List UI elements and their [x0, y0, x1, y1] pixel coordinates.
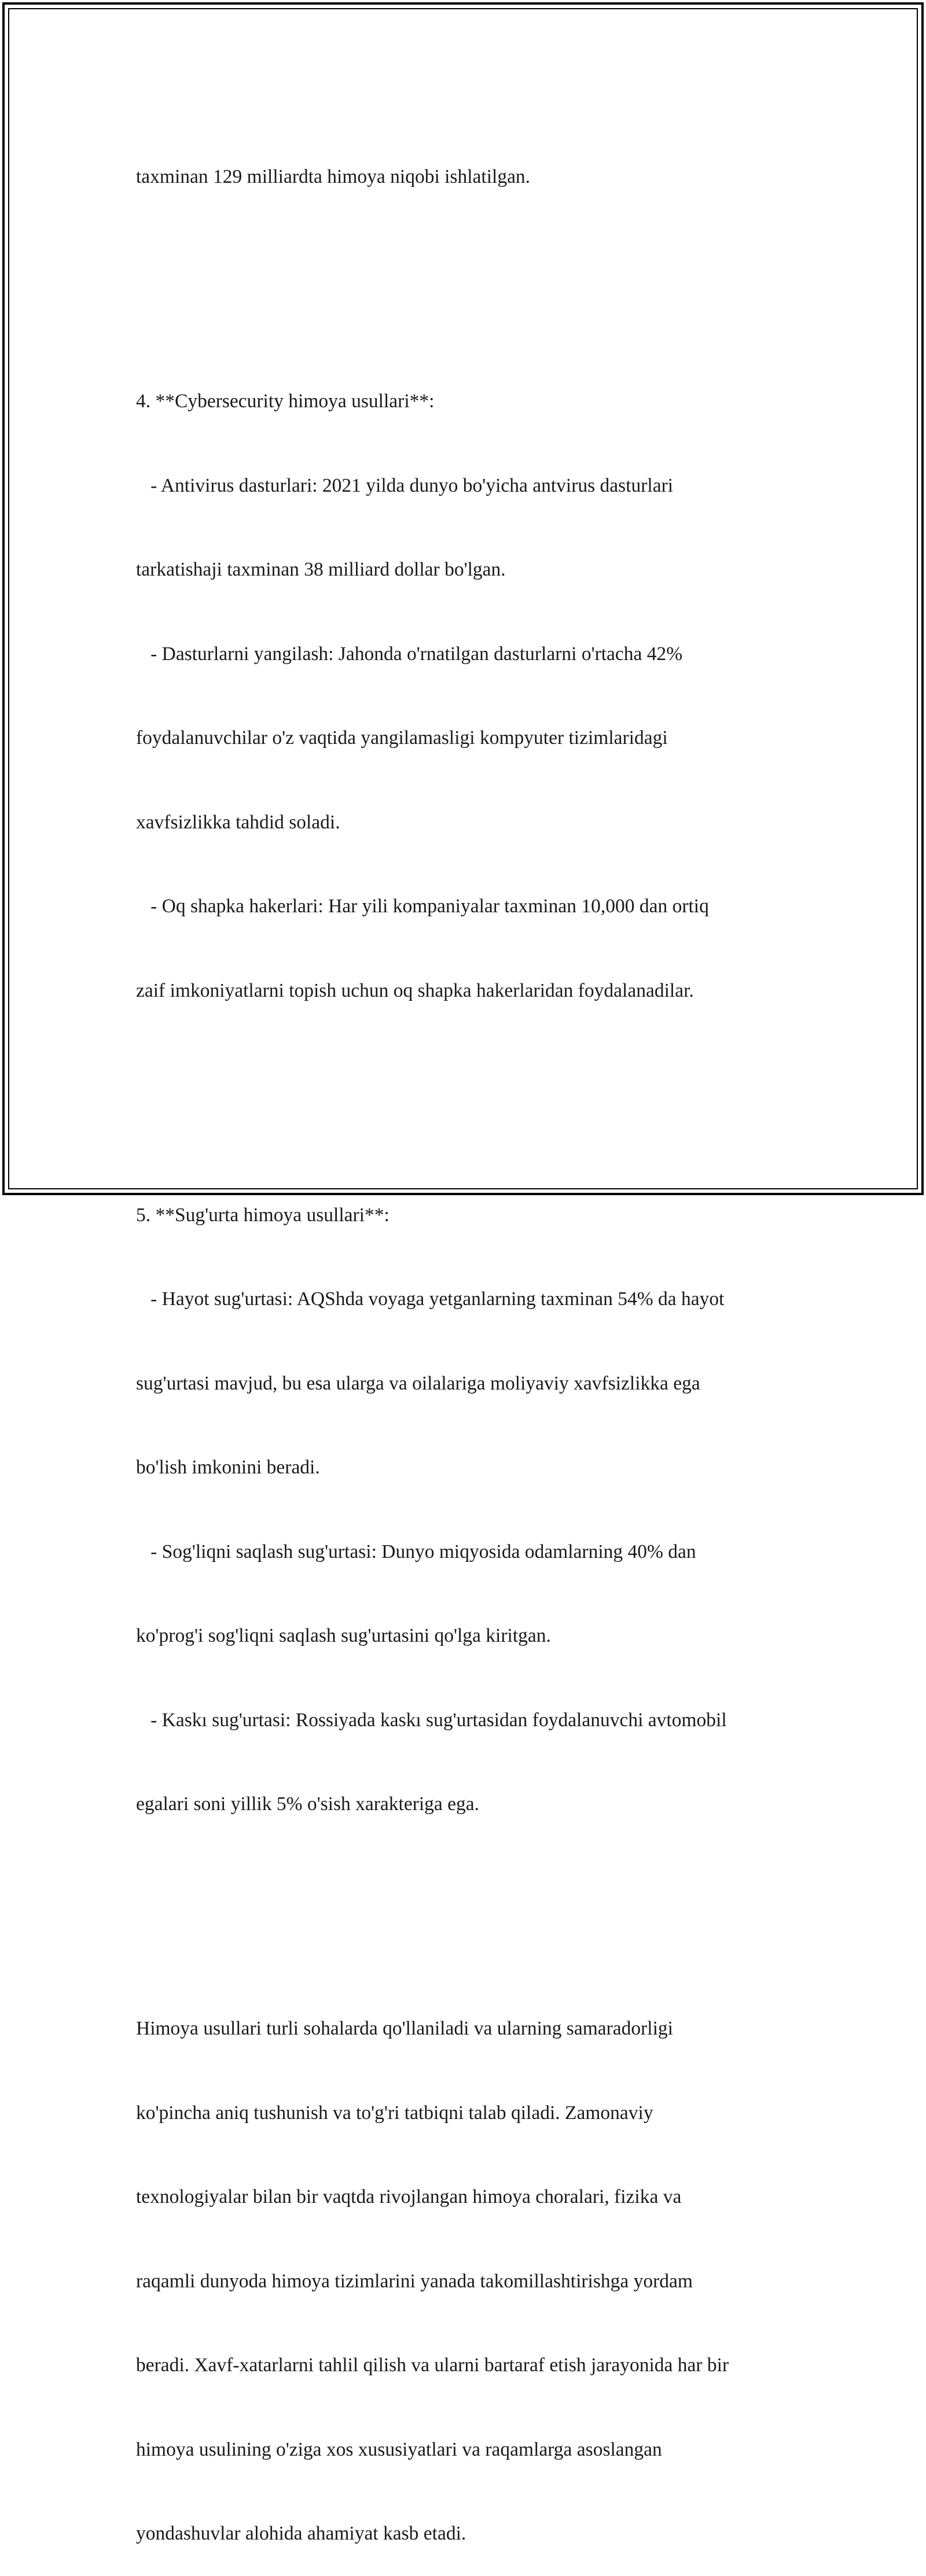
- text-line: tarkatishaji taxminan 38 milliard dollar bo'lgan.: [136, 559, 506, 580]
- conclusion-line: raqamli dunyoda himoya tizimlarini yanada takomillashtirishga yordam: [136, 2270, 693, 2292]
- text-line: - Kaskı sug'urtasi: Rossiyada kaskı sug'urtasidan foydalanuvchi avtomobil: [136, 1709, 727, 1731]
- document-body: [136, 107, 807, 2576]
- text-line: taxminan 129 milliardta himoya niqobi ishlatilgan.: [136, 166, 531, 187]
- text-line: ko'prog'i sog'liqni saqlash sug'urtasini qo'lga kiritgan.: [136, 1625, 551, 1646]
- paragraph-gap: [136, 1903, 807, 1931]
- conclusion-line: Himoya usullari turli sohalarda qo'llaniladi va ularning samaradorligi: [136, 2018, 673, 2039]
- text-line: - Oq shapka hakerlari: Har yili kompaniyalar taxminan 10,000 dan ortiq: [136, 895, 709, 917]
- text-line: - Dasturlarni yangilash: Jahonda o'rnatilgan dasturlarni o'rtacha 42%: [136, 643, 683, 665]
- conclusion-line: texnologiyalar bilan bir vaqtda rivojlangan himoya choralari, fizika va: [136, 2186, 682, 2208]
- text-line: zaif imkoniyatlarni topish uchun oq shapka hakerlaridan foydalanadilar.: [136, 979, 694, 1001]
- text-line: egalari soni yillik 5% o'sish xarakteriga ega.: [136, 1793, 480, 1815]
- text-line: xavfsizlikka tahdid soladi.: [136, 811, 340, 833]
- text-line: - Sog'liqni saqlash sug'urtasi: Dunyo miqyosida odamlarning 40% dan: [136, 1541, 696, 1562]
- conclusion-line: yondashuvlar alohida ahamiyat kasb etadi.: [136, 2523, 466, 2544]
- paragraph-gap: [136, 275, 807, 304]
- text-line: bo'lish imkonini beradi.: [136, 1457, 320, 1478]
- conclusion-line: beradi. Xavf-xatarlarni tahlil qilish va ularni bartaraf etish jarayonida har bir: [136, 2354, 729, 2376]
- text-line: - Hayot sug'urtasi: AQShda voyaga yetganlarning taxminan 54% da hayot: [136, 1288, 725, 1310]
- conclusion-line: ko'pincha aniq tushunish va to'g'ri tatbiqni talab qiladi. Zamonaviy: [136, 2102, 653, 2124]
- text-line: sug'urtasi mavjud, bu esa ularga va oilalariga moliyaviy xavfsizlikka ega: [136, 1372, 700, 1394]
- paragraph-gap: [136, 1089, 807, 1118]
- section-heading-insurance: 5. **Sug'urta himoya usullari**:: [136, 1204, 389, 1226]
- section-heading-cybersecurity: 4. **Cybersecurity himoya usullari**:: [136, 390, 435, 412]
- text-line: - Antivirus dasturlari: 2021 yilda dunyo bo'yicha antvirus dasturlari: [136, 474, 674, 496]
- conclusion-line: himoya usulining o'ziga xos xususiyatlari va raqamlarga asoslangan: [136, 2438, 662, 2460]
- text-line: foydalanuvchilar o'z vaqtida yangilamasligi kompyuter tizimlaridagi: [136, 727, 668, 749]
